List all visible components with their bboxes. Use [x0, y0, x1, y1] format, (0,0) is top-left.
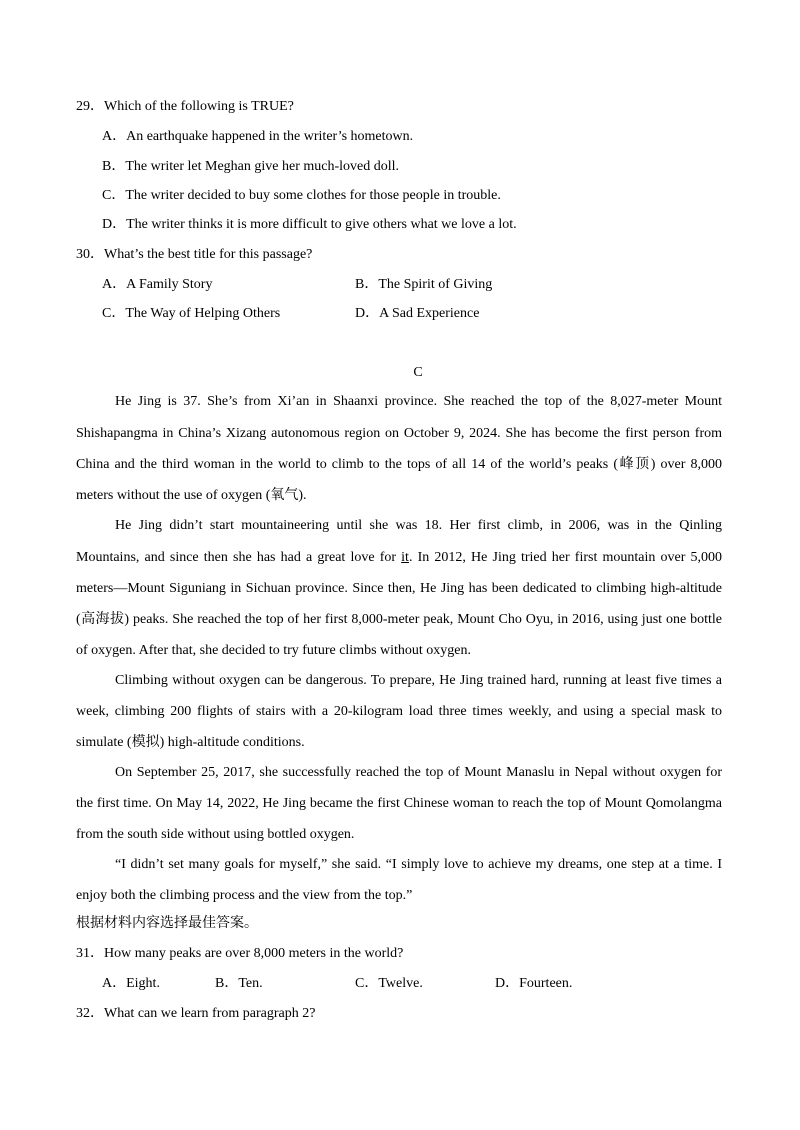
question-29-option-c: C．The writer decided to buy some clothes for those people in trouble. — [102, 188, 501, 203]
question-30-option-d: D．A Sad Experience — [355, 306, 480, 321]
paragraph-4-line-2: the first time. On May 14, 2022, He Jing became the first Chinese woman to reach the top of Mount Qomolangma — [76, 796, 722, 811]
question-31: 31．How many peaks are over 8,000 meters in the world? — [76, 946, 404, 961]
paragraph-5-line-1: “I didn’t set many goals for myself,” she said. “I simply love to achieve my dreams, one step at a time. I — [115, 857, 722, 872]
paragraph-2-line-5: of oxygen. After that, she decided to try future climbs without oxygen. — [76, 643, 472, 658]
question-29-option-a: A．An earthquake happened in the writer’s hometown. — [102, 129, 414, 144]
question-29-option-d: D．The writer thinks it is more difficult to give others what we love a lot. — [102, 217, 517, 232]
question-29-option-b: B．The writer let Meghan give her much-loved doll. — [102, 159, 400, 174]
paragraph-2-line-3: meters—Mount Siguniang in Sichuan province. Since then, He Jing has been dedicated to climbing high-altitude — [76, 581, 722, 596]
question-30-option-c: C．The Way of Helping Others — [102, 306, 281, 321]
paragraph-3-line-3: simulate (模拟) high-altitude conditions. — [76, 735, 305, 750]
question-31-option-d: D．Fourteen. — [495, 976, 573, 991]
question-31-option-b: B．Ten. — [215, 976, 263, 991]
section-label: C — [413, 365, 423, 380]
paragraph-5-line-2: enjoy both the climbing process and the view from the top.” — [76, 888, 413, 903]
question-30-option-b: B．The Spirit of Giving — [355, 277, 493, 292]
paragraph-2-line-4: (高海拔) peaks. She reached the top of her first 8,000-meter peak, Mount Cho Oyu, in 2016, using just one bottle — [76, 612, 722, 627]
question-32: 32．What can we learn from paragraph 2? — [76, 1006, 316, 1021]
question-30: 30．What’s the best title for this passage? — [76, 247, 313, 262]
instruction: 根据材料内容选择最佳答案。 — [76, 916, 258, 931]
paragraph-1-line-3: China and the third woman in the world to climb to the tops of all 14 of the world’s peaks (峰顶) over 8,000 — [76, 457, 722, 472]
question-30-option-a: A．A Family Story — [102, 277, 213, 292]
paragraph-3-line-1: Climbing without oxygen can be dangerous. To prepare, He Jing trained hard, running at least five times a — [115, 673, 722, 688]
paragraph-2-line-2 — [76, 548, 722, 568]
question-31-option-c: C．Twelve. — [355, 976, 423, 991]
paragraph-1-line-4: meters without the use of oxygen (氧气). — [76, 488, 307, 503]
paragraph-2-line-1: He Jing didn’t start mountaineering until she was 18. Her first climb, in 2006, was in the Qinling — [115, 518, 722, 533]
paragraph-4-line-1: On September 25, 2017, she successfully reached the top of Mount Manaslu in Nepal without oxygen for — [115, 765, 722, 780]
paragraph-2-line-2-part-2: . In 2012, He Jing tried her first mountain over 5,000 — [408, 550, 723, 565]
question-29: 29．Which of the following is TRUE? — [76, 99, 294, 114]
paragraph-1-line-1: He Jing is 37. She’s from Xi’an in Shaanxi province. She reached the top of the 8,027-meter Mount — [115, 394, 722, 409]
paragraph-4-line-3: from the south side without using bottled oxygen. — [76, 827, 355, 842]
paragraph-1-line-2: Shishapangma in China’s Xizang autonomous region on October 9, 2024. She has become the first person from — [76, 426, 722, 441]
underlined-word-it: it — [401, 550, 409, 565]
paragraph-3-line-2: week, climbing 200 flights of stairs with a 20-kilogram load three times weekly, and using a special mask to — [76, 704, 722, 719]
paragraph-2-line-2-part-1: Mountains, and since then she has had a great love for — [76, 550, 397, 565]
question-31-option-a: A．Eight. — [102, 976, 160, 991]
